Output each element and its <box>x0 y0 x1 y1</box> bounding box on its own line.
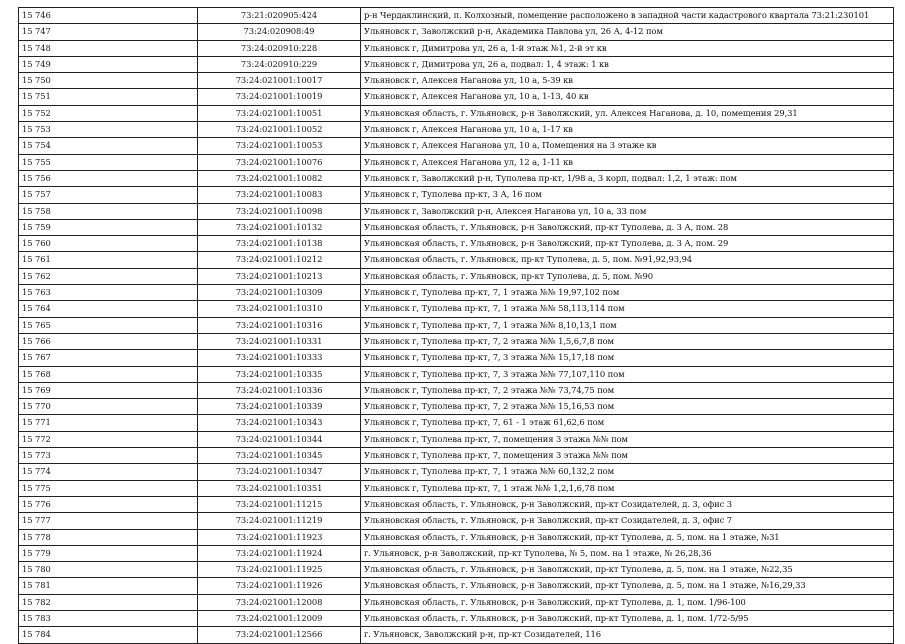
address-cell: Ульяновск г, Алексея Наганова ул, 12 а, 1-11 кв <box>361 154 894 170</box>
cadastral-number-cell: 73:24:021001:11925 <box>198 562 361 578</box>
property-register-table <box>18 7 894 644</box>
table-row <box>19 448 894 464</box>
cadastral-number-cell: 73:24:021001:12566 <box>198 627 361 643</box>
address-cell: г. Ульяновск, Заволжский р-н, пр-кт Созидателей, 116 <box>361 627 894 643</box>
cadastral-number-cell: 73:24:021001:10132 <box>198 219 361 235</box>
cadastral-number-cell: 73:24:021001:10345 <box>198 448 361 464</box>
table-row <box>19 529 894 545</box>
table-row <box>19 187 894 203</box>
cadastral-number-cell: 73:24:021001:11926 <box>198 578 361 594</box>
record-number-cell: 15 771 <box>19 415 198 431</box>
address-cell: Ульяновская область, г. Ульяновск, р-н Заволжский, пр-кт Туполева, д. 5, пом. на 1 этаже, №16,29,33 <box>361 578 894 594</box>
address-cell: Ульяновск г, Туполева пр-кт, 7, помещения 3 этажа №№ пом <box>361 431 894 447</box>
record-number-cell: 15 748 <box>19 40 198 56</box>
address-cell: Ульяновск г, Туполева пр-кт, 3 А, 16 пом <box>361 187 894 203</box>
record-number-cell: 15 749 <box>19 56 198 72</box>
address-cell: Ульяновск г, Туполева пр-кт, 7, помещения 3 этажа №№ пом <box>361 448 894 464</box>
cadastral-number-cell: 73:24:021001:10331 <box>198 333 361 349</box>
cadastral-number-cell: 73:24:021001:11215 <box>198 496 361 512</box>
table-row <box>19 268 894 284</box>
record-number-cell: 15 762 <box>19 268 198 284</box>
record-number-cell: 15 758 <box>19 203 198 219</box>
record-number-cell: 15 767 <box>19 350 198 366</box>
cadastral-number-cell: 73:24:021001:10052 <box>198 122 361 138</box>
record-number-cell: 15 781 <box>19 578 198 594</box>
record-number-cell: 15 746 <box>19 8 198 24</box>
record-number-cell: 15 757 <box>19 187 198 203</box>
address-cell: Ульяновск г, Алексея Наганова ул, 10 а, 5-39 кв <box>361 73 894 89</box>
table-row <box>19 350 894 366</box>
cadastral-number-cell: 73:24:021001:10333 <box>198 350 361 366</box>
table-row <box>19 496 894 512</box>
cadastral-number-cell: 73:24:021001:10019 <box>198 89 361 105</box>
record-number-cell: 15 776 <box>19 496 198 512</box>
cadastral-number-cell: 73:24:021001:10336 <box>198 382 361 398</box>
address-cell: Ульяновск г, Алексея Наганова ул, 10 а, 1-17 кв <box>361 122 894 138</box>
record-number-cell: 15 765 <box>19 317 198 333</box>
address-cell: Ульяновск г, Туполева пр-кт, 7, 2 этажа №№ 73,74,75 пом <box>361 382 894 398</box>
table-row <box>19 236 894 252</box>
cadastral-number-cell: 73:24:020910:228 <box>198 40 361 56</box>
record-number-cell: 15 761 <box>19 252 198 268</box>
record-number-cell: 15 782 <box>19 594 198 610</box>
record-number-cell: 15 774 <box>19 464 198 480</box>
table-row <box>19 415 894 431</box>
table-row <box>19 219 894 235</box>
record-number-cell: 15 760 <box>19 236 198 252</box>
table-row <box>19 154 894 170</box>
address-cell: Ульяновская область, г. Ульяновск, р-н Заволжский, пр-кт Туполева, д. 5, пом. на 1 этаже, №31 <box>361 529 894 545</box>
address-cell: Ульяновская область, г. Ульяновск, р-н Заволжский, пр-кт Туполева, д. 3 А, пом. 29 <box>361 236 894 252</box>
table-row <box>19 301 894 317</box>
cadastral-number-cell: 73:24:021001:10339 <box>198 399 361 415</box>
cadastral-number-cell: 73:24:021001:10309 <box>198 285 361 301</box>
record-number-cell: 15 750 <box>19 73 198 89</box>
cadastral-number-cell: 73:24:020910:229 <box>198 56 361 72</box>
address-cell: Ульяновская область, г. Ульяновск, р-н Заволжский, пр-кт Созидателей, д. 3, офис 7 <box>361 513 894 529</box>
cadastral-number-cell: 73:24:021001:10351 <box>198 480 361 496</box>
record-number-cell: 15 772 <box>19 431 198 447</box>
cadastral-number-cell: 73:24:021001:10343 <box>198 415 361 431</box>
table-row <box>19 73 894 89</box>
address-cell: Ульяновск г, Туполева пр-кт, 7, 1 этажа №№ 8,10,13,1 пом <box>361 317 894 333</box>
cadastral-number-cell: 73:24:021001:10310 <box>198 301 361 317</box>
address-cell: Ульяновск г, Туполева пр-кт, 7, 1 этажа №№ 19,97,102 пом <box>361 285 894 301</box>
table-row <box>19 105 894 121</box>
address-cell: Ульяновск г, Туполева пр-кт, 7, 2 этажа №№ 1,5,6,7,8 пом <box>361 333 894 349</box>
address-cell: р-н Чердаклинский, п. Колхозный, помещение расположено в западной части кадастрового квартала 73:21:230101 <box>361 8 894 24</box>
address-cell: Ульяновск г, Заволжский р-н, Алексея Наганова ул, 10 а, 33 пом <box>361 203 894 219</box>
cadastral-number-cell: 73:24:021001:12009 <box>198 610 361 626</box>
cadastral-number-cell: 73:24:021001:10082 <box>198 170 361 186</box>
table-row <box>19 513 894 529</box>
record-number-cell: 15 780 <box>19 562 198 578</box>
table-row <box>19 285 894 301</box>
table-row <box>19 40 894 56</box>
table-row <box>19 333 894 349</box>
record-number-cell: 15 752 <box>19 105 198 121</box>
table-row <box>19 464 894 480</box>
address-cell: Ульяновская область, г. Ульяновск, р-н Заволжский, пр-кт Туполева, д. 1, пом. 1/72-5/95 <box>361 610 894 626</box>
record-number-cell: 15 778 <box>19 529 198 545</box>
record-number-cell: 15 759 <box>19 219 198 235</box>
register-rows <box>19 8 894 644</box>
address-cell: Ульяновск г, Туполева пр-кт, 7, 2 этажа №№ 15,16,53 пом <box>361 399 894 415</box>
table-row <box>19 578 894 594</box>
cadastral-number-cell: 73:24:021001:11924 <box>198 545 361 561</box>
record-number-cell: 15 764 <box>19 301 198 317</box>
table-row <box>19 431 894 447</box>
cadastral-number-cell: 73:24:021001:10335 <box>198 366 361 382</box>
table-row <box>19 252 894 268</box>
address-cell: Ульяновская область, г. Ульяновск, р-н Заволжский, пр-кт Туполева, д. 5, пом. на 1 этаже, №22,35 <box>361 562 894 578</box>
table-row <box>19 122 894 138</box>
record-number-cell: 15 783 <box>19 610 198 626</box>
address-cell: Ульяновск г, Димитрова ул, 26 а, 1-й этаж №1, 2-й эт кв <box>361 40 894 56</box>
table-row <box>19 56 894 72</box>
table-row <box>19 203 894 219</box>
record-number-cell: 15 769 <box>19 382 198 398</box>
address-cell: Ульяновск г, Димитрова ул, 26 а, подвал: 1, 4 этаж: 1 кв <box>361 56 894 72</box>
cadastral-number-cell: 73:24:021001:10076 <box>198 154 361 170</box>
address-cell: Ульяновская область, г. Ульяновск, р-н Заволжский, пр-кт Туполева, д. 3 А, пом. 28 <box>361 219 894 235</box>
record-number-cell: 15 763 <box>19 285 198 301</box>
address-cell: Ульяновская область, г. Ульяновск, пр-кт Туполева, д. 5, пом. №91,92,93,94 <box>361 252 894 268</box>
table-row <box>19 627 894 643</box>
address-cell: Ульяновская область, г. Ульяновск, р-н Заволжский, пр-кт Созидателей, д. 3, офис 3 <box>361 496 894 512</box>
cadastral-number-cell: 73:24:021001:11923 <box>198 529 361 545</box>
record-number-cell: 15 766 <box>19 333 198 349</box>
address-cell: Ульяновск г, Туполева пр-кт, 7, 3 этажа №№ 77,107,110 пом <box>361 366 894 382</box>
cadastral-number-cell: 73:24:020908:49 <box>198 24 361 40</box>
address-cell: Ульяновск г, Алексея Наганова ул, 10 а, Помещения на 3 этаже кв <box>361 138 894 154</box>
address-cell: Ульяновская область, г. Ульяновск, пр-кт Туполева, д. 5, пом. №90 <box>361 268 894 284</box>
table-row <box>19 382 894 398</box>
address-cell: Ульяновск г, Туполева пр-кт, 7, 1 этажа №№ 60,132,2 пом <box>361 464 894 480</box>
cadastral-number-cell: 73:24:021001:10098 <box>198 203 361 219</box>
record-number-cell: 15 755 <box>19 154 198 170</box>
cadastral-number-cell: 73:24:021001:10017 <box>198 73 361 89</box>
table-row <box>19 366 894 382</box>
address-cell: Ульяновск г, Туполева пр-кт, 7, 3 этажа №№ 15,17,18 пом <box>361 350 894 366</box>
address-cell: Ульяновск г, Туполева пр-кт, 7, 61 - 1 этаж 61,62,6 пом <box>361 415 894 431</box>
record-number-cell: 15 756 <box>19 170 198 186</box>
record-number-cell: 15 751 <box>19 89 198 105</box>
table-row <box>19 317 894 333</box>
record-number-cell: 15 754 <box>19 138 198 154</box>
cadastral-number-cell: 73:21:020905:424 <box>198 8 361 24</box>
table-row <box>19 24 894 40</box>
address-cell: Ульяновск г, Заволжский р-н, Академика Павлова ул, 26 А, 4-12 пом <box>361 24 894 40</box>
table-row <box>19 545 894 561</box>
cadastral-number-cell: 73:24:021001:11219 <box>198 513 361 529</box>
cadastral-number-cell: 73:24:021001:10347 <box>198 464 361 480</box>
table-row <box>19 594 894 610</box>
table-row <box>19 399 894 415</box>
cadastral-number-cell: 73:24:021001:10213 <box>198 268 361 284</box>
cadastral-number-cell: 73:24:021001:10053 <box>198 138 361 154</box>
record-number-cell: 15 775 <box>19 480 198 496</box>
table-row <box>19 89 894 105</box>
address-cell: Ульяновская область, г. Ульяновск, р-н Заволжский, ул. Алексея Наганова, д. 10, помещения 29,31 <box>361 105 894 121</box>
table-row <box>19 562 894 578</box>
record-number-cell: 15 779 <box>19 545 198 561</box>
cadastral-number-cell: 73:24:021001:10138 <box>198 236 361 252</box>
cadastral-number-cell: 73:24:021001:10344 <box>198 431 361 447</box>
cadastral-number-cell: 73:24:021001:10083 <box>198 187 361 203</box>
table-row <box>19 170 894 186</box>
cadastral-number-cell: 73:24:021001:12008 <box>198 594 361 610</box>
table-row <box>19 610 894 626</box>
table-row <box>19 480 894 496</box>
address-cell: г. Ульяновск, р-н Заволжский, пр-кт Туполева, № 5, пом. на 1 этаже, № 26,28,36 <box>361 545 894 561</box>
record-number-cell: 15 768 <box>19 366 198 382</box>
cadastral-number-cell: 73:24:021001:10316 <box>198 317 361 333</box>
record-number-cell: 15 770 <box>19 399 198 415</box>
cadastral-number-cell: 73:24:021001:10051 <box>198 105 361 121</box>
address-cell: Ульяновск г, Туполева пр-кт, 7, 1 этаж №№ 1,2,1,6,78 пом <box>361 480 894 496</box>
record-number-cell: 15 753 <box>19 122 198 138</box>
record-number-cell: 15 777 <box>19 513 198 529</box>
table-row <box>19 8 894 24</box>
address-cell: Ульяновская область, г. Ульяновск, р-н Заволжский, пр-кт Туполева, д. 1, пом. 1/96-100 <box>361 594 894 610</box>
record-number-cell: 15 773 <box>19 448 198 464</box>
record-number-cell: 15 747 <box>19 24 198 40</box>
table-row <box>19 138 894 154</box>
cadastral-number-cell: 73:24:021001:10212 <box>198 252 361 268</box>
address-cell: Ульяновск г, Алексея Наганова ул, 10 а, 1-13, 40 кв <box>361 89 894 105</box>
address-cell: Ульяновск г, Заволжский р-н, Туполева пр-кт, 1/98 а, 3 корп, подвал: 1,2, 1 этаж: пом <box>361 170 894 186</box>
address-cell: Ульяновск г, Туполева пр-кт, 7, 1 этажа №№ 58,113,114 пом <box>361 301 894 317</box>
record-number-cell: 15 784 <box>19 627 198 643</box>
